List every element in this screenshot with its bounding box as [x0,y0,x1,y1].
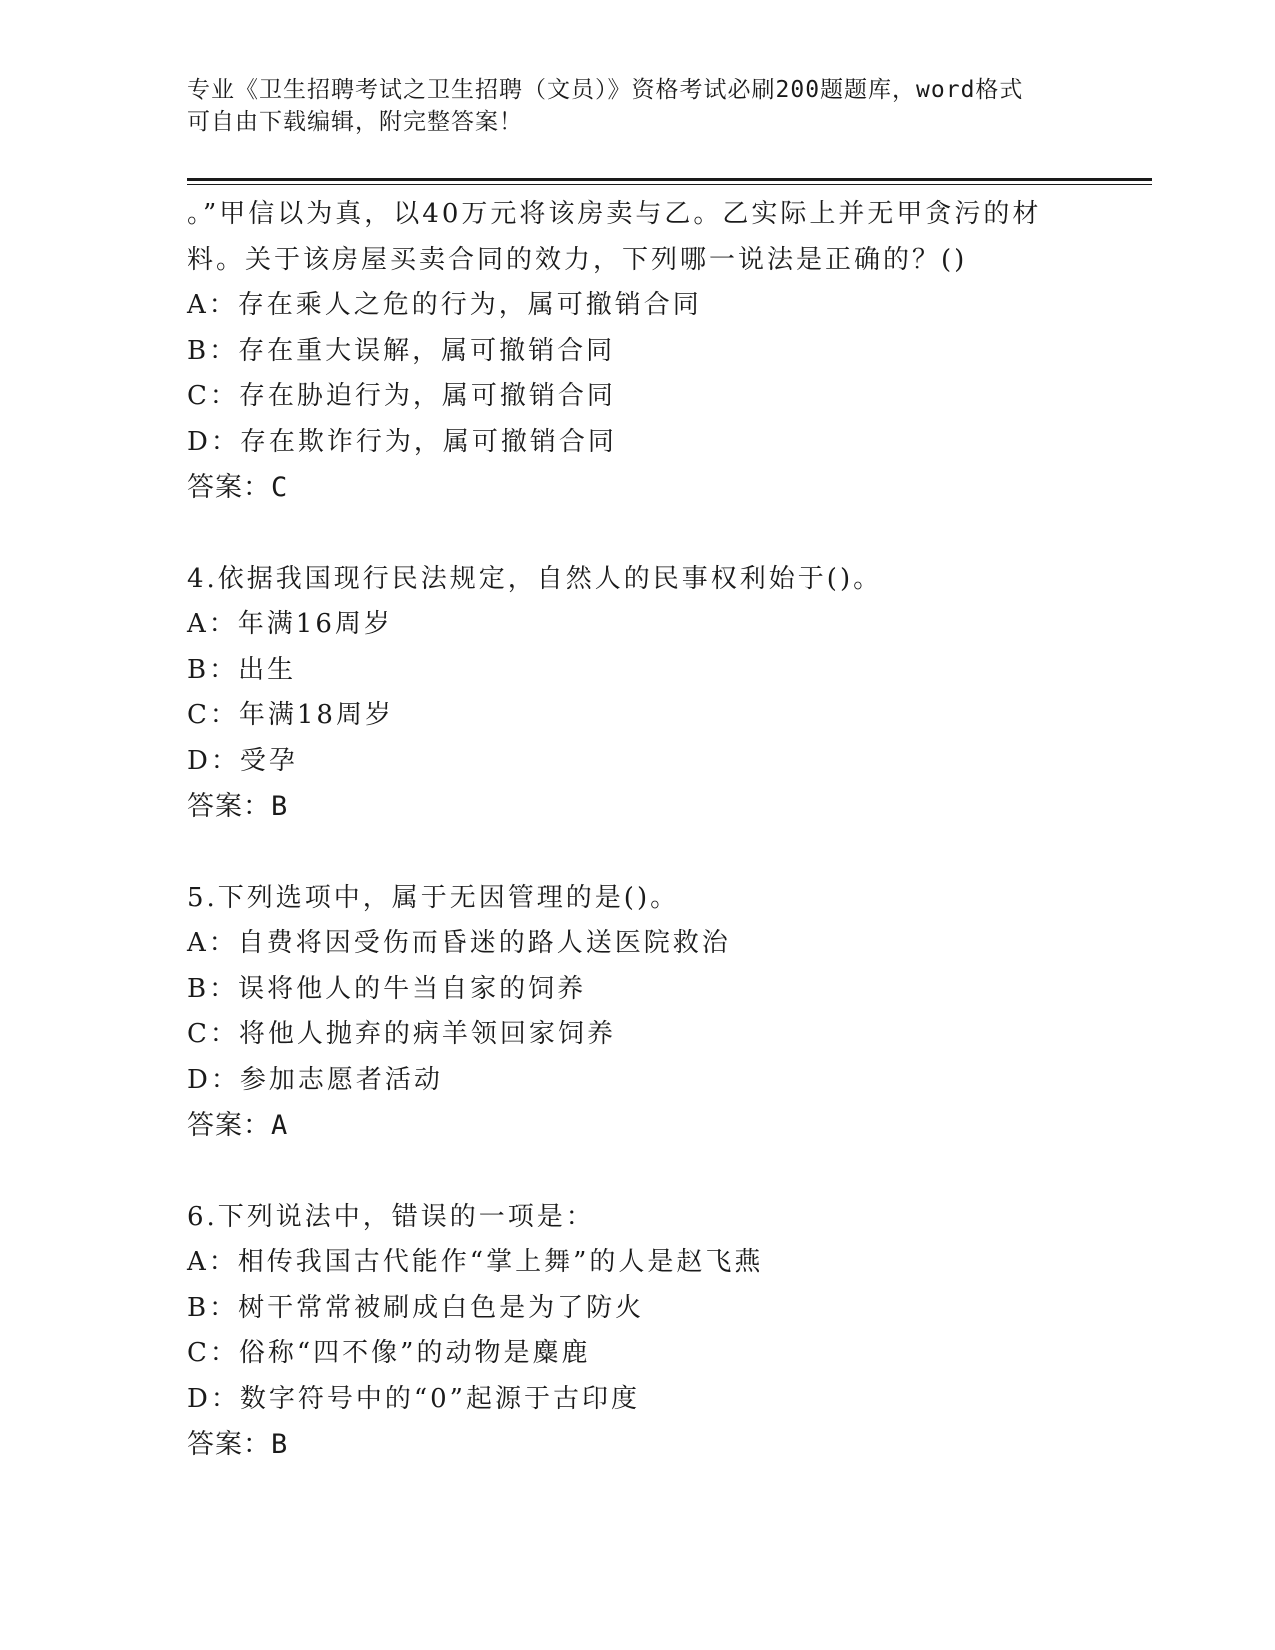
question-4-answer: 答案：B [187,791,289,822]
question-5-option-a: A：自费将因受伤而昏迷的路人送医院救治 [187,928,731,958]
question-6-answer: 答案：B [187,1429,289,1460]
question-6-option-a: A：相传我国古代能作“掌上舞”的人是赵飞燕 [187,1247,764,1277]
document-header [187,74,1087,138]
question-3-answer: 答案：C [187,472,289,503]
spacer [187,511,1127,557]
question-5-stem: 5.下列选项中，属于无因管理的是()。 [187,882,680,913]
question-4 [187,557,1127,830]
question-3-option-a: A：存在乘人之危的行为，属可撤销合同 [187,290,702,320]
question-5-answer: 答案：A [187,1110,289,1141]
question-6-stem: 6.下列说法中，错误的一项是： [187,1201,595,1232]
question-4-stem: 4.依据我国现行民法规定，自然人的民事权利始于()。 [187,563,883,594]
question-4-option-a: A：年满16周岁 [187,609,393,639]
question-4-option-b: B：出生 [187,654,297,685]
question-6-option-d: D：数字符号中的“0”起源于古印度 [187,1383,640,1414]
header-title-line-2: 可自由下载编辑，附完整答案！ [187,109,523,135]
header-divider-thin [187,184,1152,185]
question-4-option-d: D：受孕 [187,745,298,776]
question-3-option-d: D：存在欺诈行为，属可撤销合同 [187,426,617,457]
header-divider-thick [187,178,1152,181]
question-4-option-c: C：年满18周岁 [187,700,394,730]
question-6-option-c: C：俗称“四不像”的动物是麋鹿 [187,1338,591,1368]
question-3-option-c: C：存在胁迫行为，属可撤销合同 [187,381,616,411]
question-5 [187,876,1127,1149]
question-3 [187,192,1127,511]
question-6 [187,1195,1127,1468]
header-title-line-1: 专业《卫生招聘考试之卫生招聘（文员）》资格考试必刷200题题库，word格式 [187,77,1024,103]
question-5-option-b: B：误将他人的牛当自家的饲养 [187,973,587,1004]
question-5-option-d: D：参加志愿者活动 [187,1064,443,1095]
question-5-option-c: C：将他人抛弃的病羊领回家饲养 [187,1019,616,1049]
question-3-option-b: B：存在重大误解，属可撤销合同 [187,335,616,366]
spacer [187,1149,1127,1195]
question-list [187,192,1127,1468]
question-3-stem-line-1: 。”甲信以为真，以40万元将该房卖与乙。乙实际上并无甲贪污的材 [187,199,1042,229]
question-6-option-b: B：树干常常被刷成白色是为了防火 [187,1292,645,1323]
question-3-stem-line-2: 料。关于该房屋买卖合同的效力，下列哪一说法是正确的？() [187,244,968,275]
spacer [187,830,1127,876]
